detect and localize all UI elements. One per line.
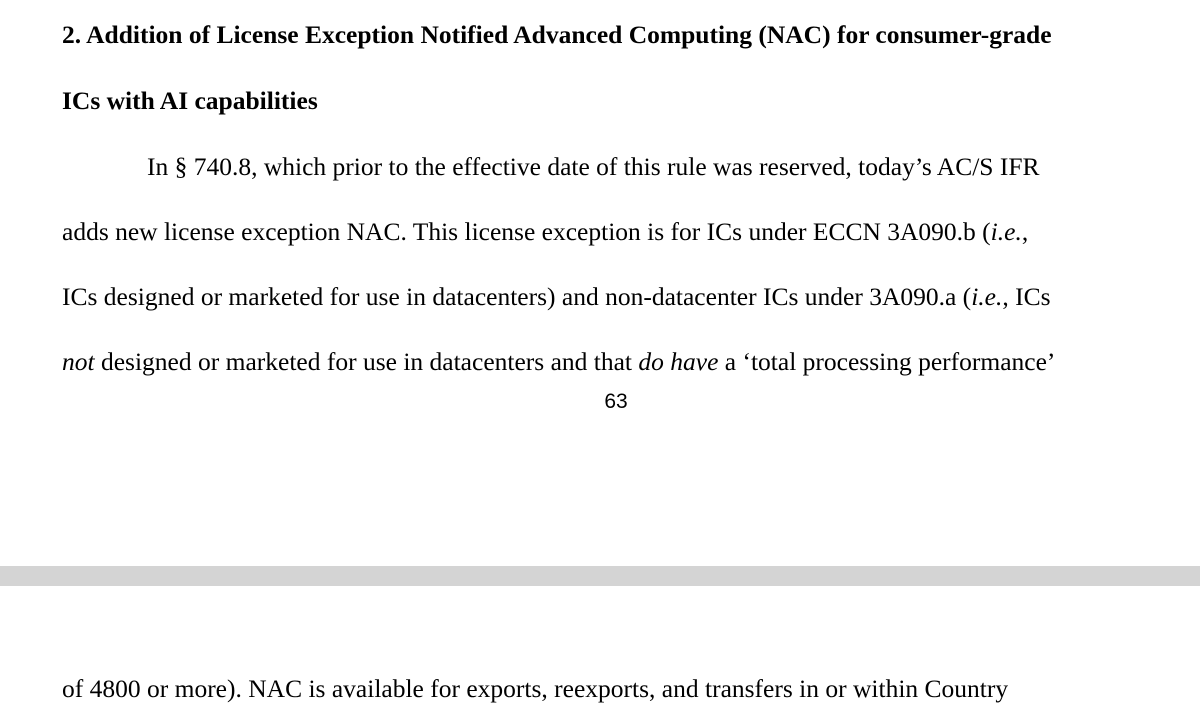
paragraph-line-1: In § 740.8, which prior to the effective date of this rule was reserved, today’s AC/S IFR bbox=[147, 152, 1040, 181]
document-page-64 bbox=[0, 586, 1200, 723]
italic-ie: i.e. bbox=[990, 217, 1022, 246]
text-run: designed or marketed for use in datacenters and that bbox=[94, 347, 639, 376]
italic-do-have: do have bbox=[638, 347, 719, 376]
page-separator bbox=[0, 566, 1200, 586]
italic-not: not bbox=[62, 347, 95, 376]
page-number: 63 bbox=[604, 390, 628, 413]
text-run: adds new license exception NAC. This license exception is for ICs under ECCN 3A090.b ( bbox=[62, 217, 991, 246]
text-run: ICs designed or marketed for use in datacenters) and non-datacenter ICs under 3A090.a ( bbox=[62, 282, 972, 311]
paragraph-continuation-line: of 4800 or more). NAC is available for exports, reexports, and transfers in or within Country bbox=[62, 674, 1009, 703]
paragraph-line-2 bbox=[62, 217, 1028, 247]
italic-ie: i.e. bbox=[971, 282, 1003, 311]
paragraph-line-4 bbox=[62, 347, 1055, 377]
paragraph-line-3 bbox=[62, 282, 1051, 312]
text-run: , ICs bbox=[1002, 282, 1051, 311]
text-run: a ‘total processing performance’ bbox=[718, 347, 1056, 376]
section-heading-line-2: ICs with AI capabilities bbox=[62, 86, 318, 115]
text-run: , bbox=[1021, 217, 1029, 246]
section-heading-line-1: 2. Addition of License Exception Notified Advanced Computing (NAC) for consumer-grade bbox=[62, 20, 1052, 49]
